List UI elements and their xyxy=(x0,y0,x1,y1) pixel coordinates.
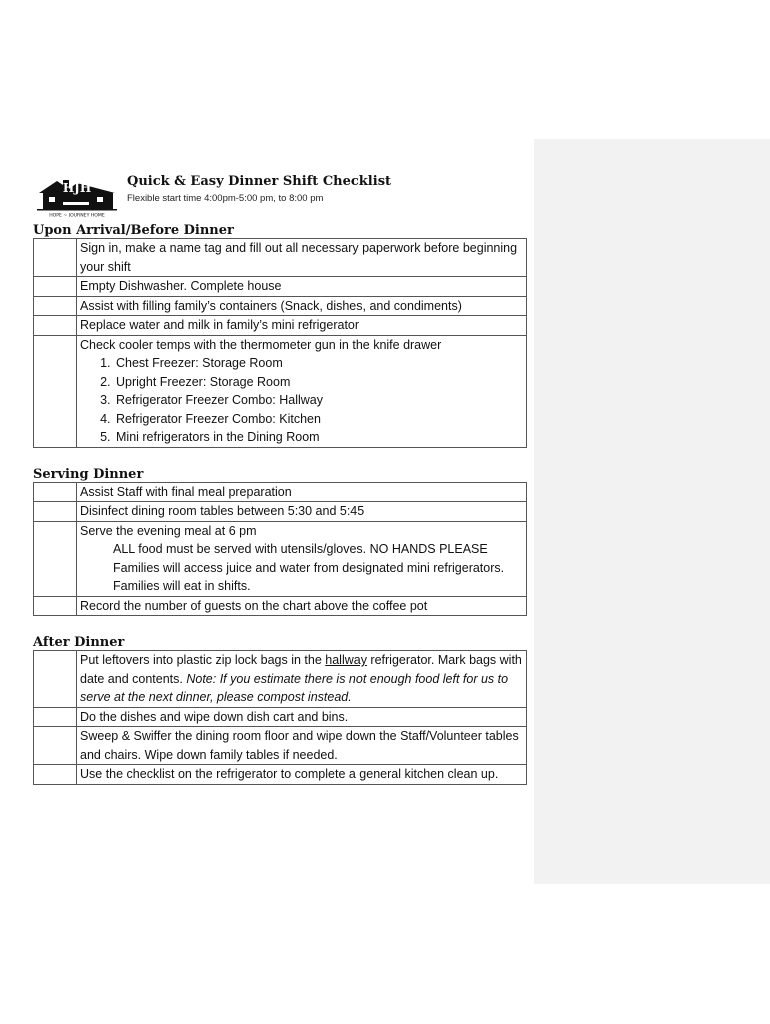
cooler-list xyxy=(80,354,523,447)
checklist-serving xyxy=(33,482,527,617)
task-text: Serve the evening meal at 6 pm xyxy=(80,523,257,538)
task-note: ALL food must be served with utensils/gloves. NO HANDS PLEASE xyxy=(113,542,488,556)
task-text: Sign in, make a name tag and fill out all necessary paperwork before beginning your shift xyxy=(77,239,527,277)
checkbox-cell[interactable] xyxy=(34,765,77,785)
task-text: Check cooler temps with the thermometer gun in the knife drawer xyxy=(80,337,442,352)
checkbox-cell[interactable] xyxy=(34,596,77,616)
checkbox-cell[interactable] xyxy=(34,521,77,596)
task-text: Assist Staff with final meal preparation xyxy=(77,482,527,502)
task-text: Empty Dishwasher. Complete house xyxy=(77,277,527,297)
underlined-word: hallway xyxy=(325,653,367,667)
checkbox-cell[interactable] xyxy=(34,482,77,502)
page-subtitle: Flexible start time 4:00pm-5:00 pm, to 8:00 pm xyxy=(127,193,324,204)
list-item: 2. Upright Freezer: Storage Room xyxy=(114,373,523,392)
checklist-arrival xyxy=(33,238,527,448)
task-note: Families will access juice and water from designated mini refrigerators. xyxy=(113,560,505,575)
checkbox-cell[interactable] xyxy=(34,502,77,522)
task-cell xyxy=(77,521,527,596)
task-cell xyxy=(77,651,527,708)
list-item: 3. Refrigerator Freezer Combo: Hallway xyxy=(114,391,523,410)
task-text: Assist with filling family’s containers (Snack, dishes, and condiments) xyxy=(77,296,527,316)
checkbox-cell[interactable] xyxy=(34,296,77,316)
task-text: Record the number of guests on the chart above the coffee pot xyxy=(77,596,527,616)
checklist-row xyxy=(34,707,527,727)
checklist-row xyxy=(34,521,527,596)
task-note-italic: Note: If you estimate there is not enough food left for us to serve at the next dinner, please compost instead. xyxy=(80,671,509,704)
task-text: Disinfect dining room tables between 5:30 and 5:45 xyxy=(77,502,527,522)
task-note: Families will eat in shifts. xyxy=(113,579,251,593)
checklist-row xyxy=(34,596,527,616)
task-text: Sweep & Swiffer the dining room floor and wipe down the Staff/Volunteer tables and chairs. Wipe down family tables if needed. xyxy=(77,727,527,765)
checklist-row xyxy=(34,502,527,522)
checklist-row xyxy=(34,316,527,336)
checkbox-cell[interactable] xyxy=(34,707,77,727)
checklist-row xyxy=(34,651,527,708)
logo-letters: HJH xyxy=(62,181,92,195)
checklist-row xyxy=(34,296,527,316)
task-text: Do the dishes and wipe down dish cart and bins. xyxy=(77,707,527,727)
checklist-row xyxy=(34,765,527,785)
checklist-row xyxy=(34,277,527,297)
logo-caption: HOPE ~ JOURNEY HOME xyxy=(49,213,105,217)
checklist-row xyxy=(34,239,527,277)
checkbox-cell[interactable] xyxy=(34,651,77,708)
list-item: 5. Mini refrigerators in the Dining Room xyxy=(114,428,523,447)
checkbox-cell[interactable] xyxy=(34,239,77,277)
hjh-house-logo xyxy=(37,177,117,217)
comment-pane xyxy=(534,139,770,884)
section-heading-after: After Dinner xyxy=(33,635,125,650)
section-heading-serving: Serving Dinner xyxy=(33,466,144,482)
checklist-row xyxy=(34,482,527,502)
task-text: Replace water and milk in family’s mini refrigerator xyxy=(77,316,527,336)
section-heading-arrival: Upon Arrival/Before Dinner xyxy=(33,223,234,238)
task-text: Use the checklist on the refrigerator to complete a general kitchen clean up. xyxy=(77,765,527,785)
checklist-row xyxy=(34,727,527,765)
checklist-after xyxy=(33,650,527,785)
task-cell xyxy=(77,335,527,447)
list-item: 4. Refrigerator Freezer Combo: Kitchen xyxy=(114,410,523,429)
checkbox-cell[interactable] xyxy=(34,335,77,447)
checklist-row xyxy=(34,335,527,447)
document-page xyxy=(33,172,527,785)
page-title: Quick & Easy Dinner Shift Checklist xyxy=(127,174,392,189)
checkbox-cell[interactable] xyxy=(34,277,77,297)
task-text: Put leftovers into plastic zip lock bags in the xyxy=(80,653,326,667)
checkbox-cell[interactable] xyxy=(34,727,77,765)
checkbox-cell[interactable] xyxy=(34,316,77,336)
list-item: 1. Chest Freezer: Storage Room xyxy=(114,354,523,373)
task-text: refrigerator. Mark bags with date and contents. xyxy=(80,653,522,686)
document-header xyxy=(33,172,527,217)
